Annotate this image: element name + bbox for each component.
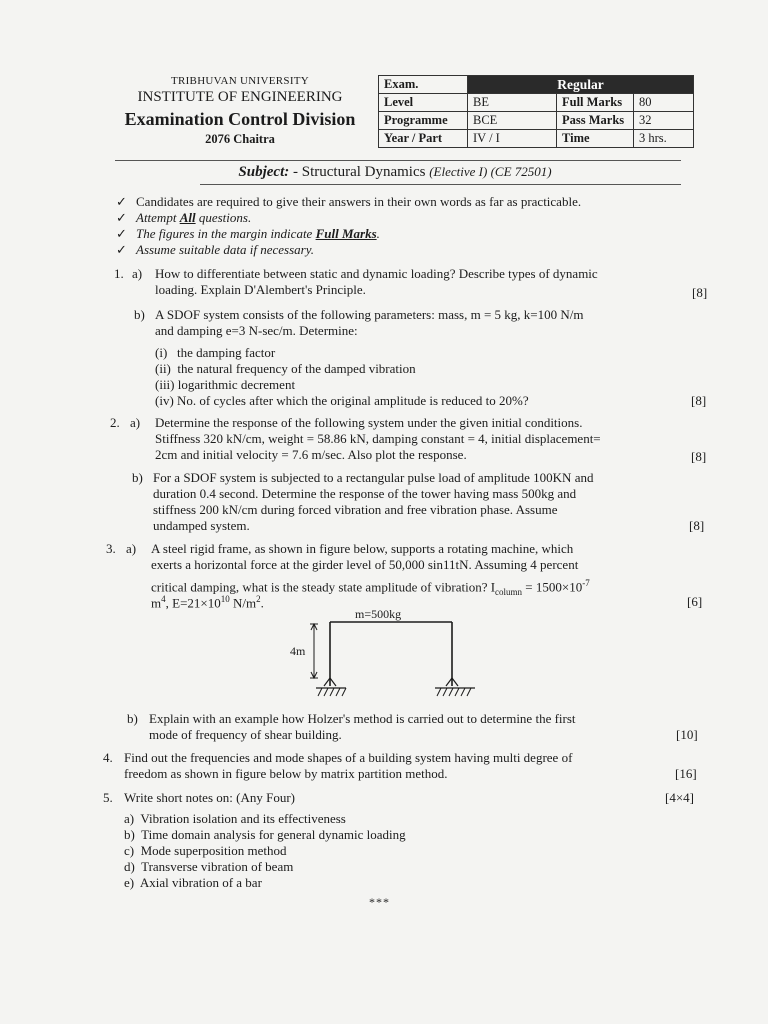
q2b-line4: undamped system. <box>153 518 250 533</box>
subject-prefix: Subject: <box>238 164 290 180</box>
q3-number: 3. <box>106 541 116 556</box>
q1b-line2: and damping e=3 N-sec/m. Determine: <box>155 323 358 338</box>
year-part-value: IV / I <box>468 130 557 148</box>
q2b-line2: duration 0.4 second. Determine the response of the tower having mass 500kg and <box>153 486 577 501</box>
q1-number: 1. <box>114 266 124 281</box>
subject-name: - Structural Dynamics <box>293 164 426 180</box>
q5-item-e: e) Axial vibration of a bar <box>124 875 262 890</box>
frame-mass-label: m=500kg <box>355 607 402 621</box>
pass-marks-label: Pass Marks <box>557 112 634 130</box>
q5-marks: [4×4] <box>665 790 694 805</box>
q1a-line1: How to differentiate between static and dynamic loading? Describe types of dynamic <box>155 266 598 281</box>
q3a-line4: $m^4$, $E=21\times 10^{10}$ $N/m^2$. <box>151 594 264 611</box>
q2-number: 2. <box>110 415 120 430</box>
level-label: Level <box>379 94 468 112</box>
q4-line2: freedom as shown in figure below by matrix partition method. <box>124 766 448 781</box>
frame-height-label: 4m <box>290 644 306 658</box>
q2a-line3: 2cm and initial velocity = 7.6 m/sec. Also plot the response. <box>155 447 467 462</box>
exam-type-value: Regular <box>468 76 694 94</box>
year-part-label: Year / Part <box>379 130 468 148</box>
full-marks-label: Full Marks <box>557 94 634 112</box>
subject-code: (Elective I) (CE 72501) <box>429 164 552 179</box>
q3a-line1: A steel rigid frame, as shown in figure below, supports a rotating machine, which <box>151 541 574 556</box>
q3a-line2: exerts a horizontal force at the girder level of 50,000 sin11tN. Assuming 4 percent <box>151 557 579 572</box>
q4-number: 4. <box>103 750 113 765</box>
pass-marks-value: 32 <box>634 112 694 130</box>
q2b-line1: For a SDOF system is subjected to a rectangular pulse load of amplitude 100KN and <box>153 470 594 485</box>
checkmark-icon: ✓ <box>116 194 127 209</box>
q5-item-a: a) Vibration isolation and its effectiveness <box>124 811 346 826</box>
q3a-marks: [6] <box>687 594 703 609</box>
subject-underline <box>200 184 681 185</box>
q3a-line3: critical damping, what is the steady state amplitude of vibration? $I_{column} = 1500\times 10^{-7}$ <box>151 578 590 597</box>
exam-label: Exam. <box>379 76 468 94</box>
q3b-line1: Explain with an example how Holzer's method is carried out to determine the first <box>149 711 576 726</box>
q2a-line1: Determine the response of the following system under the given initial conditions. <box>155 415 583 430</box>
time-value: 3 hrs. <box>634 130 694 148</box>
top-divider <box>115 160 681 161</box>
instruction-1: ✓ Candidates are required to give their answers in their own words as far as practicable. <box>116 194 582 209</box>
right-ground-hatch <box>437 688 471 696</box>
q1b-line1: A SDOF system consists of the following parameters: mass, m = 5 kg, k=100 N/m <box>155 307 584 322</box>
q3b-label: b) <box>127 711 138 726</box>
q2b-line3: stiffness 200 kN/cm during forced vibration and free vibration phase. Assume <box>153 502 558 517</box>
q5-item-d: d) Transverse vibration of beam <box>124 859 294 874</box>
programme-value: BCE <box>468 112 557 130</box>
q2a-marks: [8] <box>691 449 707 464</box>
end-marker: *** <box>369 895 390 909</box>
checkmark-icon: ✓ <box>116 226 127 241</box>
institute-name: INSTITUTE OF ENGINEERING <box>137 89 343 105</box>
instruction-4: ✓ Assume suitable data if necessary. <box>116 242 315 257</box>
q1a-line2: loading. Explain D'Alembert's Principle. <box>155 282 366 297</box>
q1b-item-iii: (iii) logarithmic decrement <box>155 377 296 392</box>
checkmark-icon: ✓ <box>116 210 127 225</box>
q3b-marks: [10] <box>676 727 698 742</box>
subject-line <box>110 164 680 181</box>
q1b-item-ii: (ii) the natural frequency of the damped vibration <box>155 361 416 376</box>
q2a-line2: Stiffness 320 kN/cm, weight = 58.86 kN, damping constant = 4, initial displacement= <box>155 431 601 446</box>
q5-number: 5. <box>103 790 113 805</box>
q1b-item-iv: (iv) No. of cycles after which the original amplitude is reduced to 20%? <box>155 393 529 408</box>
q2b-label: b) <box>132 470 143 485</box>
exam-info-table <box>378 75 694 148</box>
q5-item-c: c) Mode superposition method <box>124 843 287 858</box>
checkmark-icon: ✓ <box>116 242 127 257</box>
header-block <box>100 74 380 147</box>
q5-item-b: b) Time domain analysis for general dynamic loading <box>124 827 406 842</box>
q1b-marks: [8] <box>691 393 707 408</box>
q2a-label: a) <box>130 415 141 430</box>
level-value: BE <box>468 94 557 112</box>
left-ground-hatch <box>318 688 346 696</box>
full-marks-value: 80 <box>634 94 694 112</box>
q3a-label: a) <box>126 541 137 556</box>
q1a-marks: [8] <box>692 285 708 300</box>
q5-line1: Write short notes on: (Any Four) <box>124 790 295 805</box>
programme-label: Programme <box>379 112 468 130</box>
q2b-marks: [8] <box>689 518 705 533</box>
division-name: Examination Control Division <box>124 109 356 129</box>
rigid-frame-figure <box>280 602 500 707</box>
q1b-item-i: (i) the damping factor <box>155 345 276 360</box>
q3b-line2: mode of frequency of shear building. <box>149 727 342 742</box>
instruction-3: ✓ The figures in the margin indicate Full Marks. <box>116 226 380 241</box>
q1b-label: b) <box>134 307 145 322</box>
q4-line1: Find out the frequencies and mode shapes of a building system having multi degree of <box>124 750 573 765</box>
time-label: Time <box>557 130 634 148</box>
university-name: TRIBHUVAN UNIVERSITY <box>170 75 310 87</box>
exam-year: 2076 Chaitra <box>205 132 275 146</box>
instruction-2: ✓ Attempt All questions. <box>116 210 252 225</box>
q1a-label: a) <box>132 266 143 281</box>
q4-marks: [16] <box>675 766 697 781</box>
